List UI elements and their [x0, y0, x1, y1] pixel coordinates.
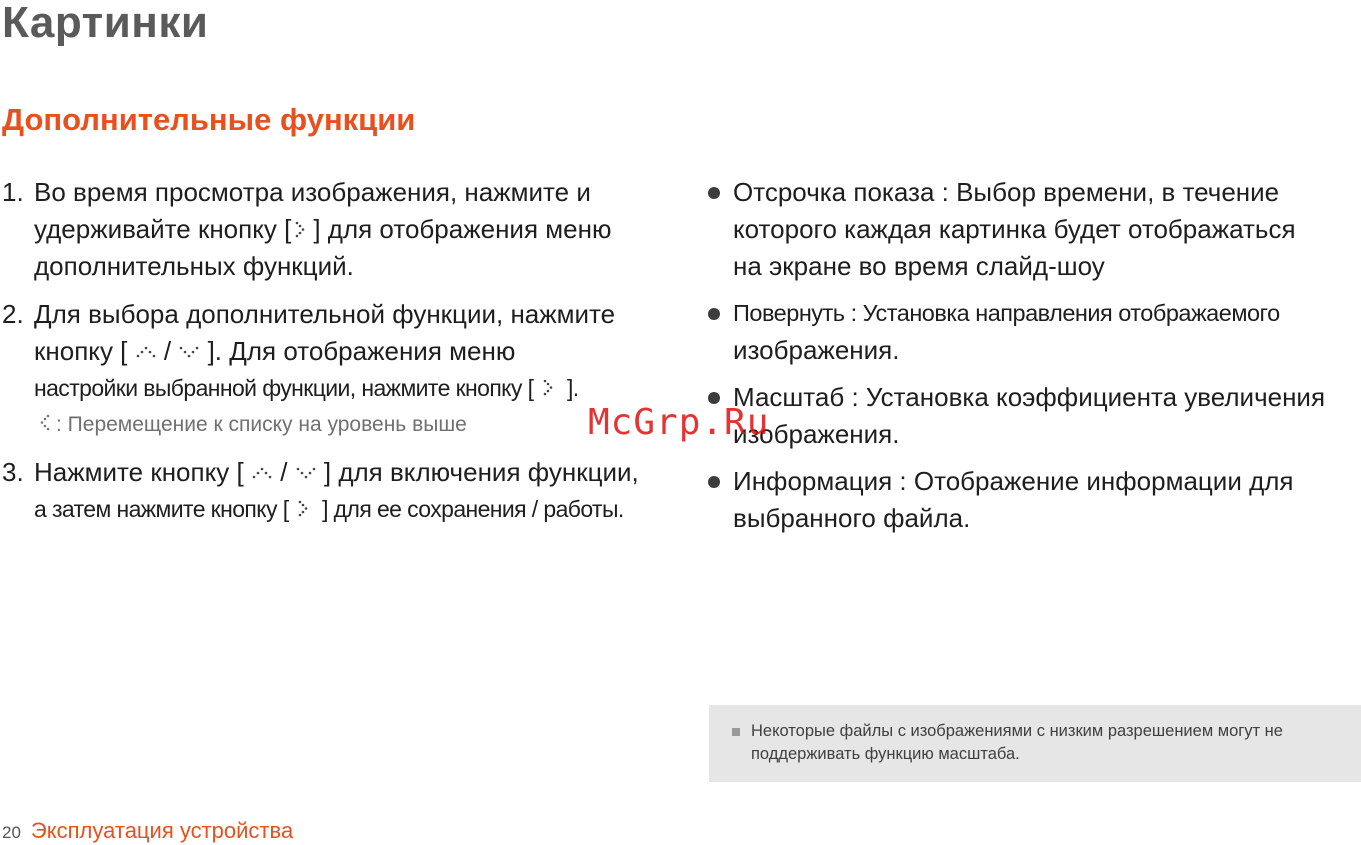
step-text: Нажмите кнопку [ / ] для включения функции, [34, 457, 639, 487]
dotted-right-arrow-icon [294, 493, 316, 513]
list-item-text: Отсрочка показа : Выбор времени, в течение [733, 177, 1280, 207]
list-item [706, 379, 1361, 453]
bullet-icon [708, 476, 720, 488]
list-item-text: Масштаб : Установка коэффициента увеличения [733, 382, 1326, 412]
dotted-right-arrow-icon [291, 213, 313, 233]
note-text: поддерживать функцию масштаба. [751, 745, 1020, 763]
dotted-right-arrow-icon [539, 372, 561, 392]
page-title: Картинки [2, 0, 209, 47]
list-item-text: изображения. [733, 419, 900, 449]
list-item-text: Повернуть : Установка направления отображаемого [733, 300, 1280, 326]
note-square-icon [732, 728, 740, 736]
page-footer [2, 818, 293, 844]
list-item [706, 463, 1361, 537]
dotted-up-arrow-icon [251, 456, 273, 476]
step-number: 1. [2, 177, 24, 207]
step-text: удерживайте кнопку [ ] для отображения меню [34, 214, 612, 244]
dotted-down-arrow-icon [295, 456, 317, 476]
step-text: Для выбора дополнительной функции, нажмите [34, 299, 616, 329]
step-2 [2, 296, 672, 443]
watermark: McGrp.Ru [588, 402, 770, 443]
list-item-text: изображения. [733, 335, 900, 365]
list-item-text: выбранного файла. [733, 503, 971, 533]
dotted-down-arrow-icon [178, 335, 200, 355]
step-text: Во время просмотра изображения, нажмите и [34, 177, 591, 207]
note-box [709, 705, 1361, 782]
step-text: а затем нажмите кнопку [ ] для ее сохранения / работы. [34, 491, 672, 528]
list-item-text: Информация : Отображение информации для [733, 466, 1294, 496]
step-3 [2, 454, 672, 528]
step-text: дополнительных функций. [34, 251, 354, 281]
steps-column [2, 174, 672, 539]
list-item-text: которого каждая картинка будет отображаться [733, 214, 1296, 244]
dotted-up-arrow-icon [135, 335, 157, 355]
dotted-left-arrow-icon [34, 409, 56, 429]
step-1 [2, 174, 672, 285]
list-item [706, 174, 1361, 285]
bullet-icon [708, 308, 720, 320]
bullet-icon [708, 187, 720, 199]
step-text: настройки выбранной функции, нажмите кнопку [ ]. [34, 370, 672, 407]
step-number: 3. [2, 457, 24, 487]
step-number: 2. [2, 299, 24, 329]
section-subtitle: Дополнительные функции [2, 102, 416, 137]
options-column [706, 174, 1361, 547]
list-item [706, 295, 1361, 369]
page-number: 20 [2, 823, 21, 842]
list-item-text: на экране во время слайд-шоу [733, 251, 1105, 281]
note-text: Некоторые файлы с изображениями с низким разрешением могут не [751, 722, 1283, 740]
footer-section-title: Эксплуатация устройства [30, 818, 294, 843]
step-text: кнопку [ / ]. Для отображения меню [34, 336, 516, 366]
step-hint: : Перемещение к списку на уровень выше [34, 407, 672, 443]
